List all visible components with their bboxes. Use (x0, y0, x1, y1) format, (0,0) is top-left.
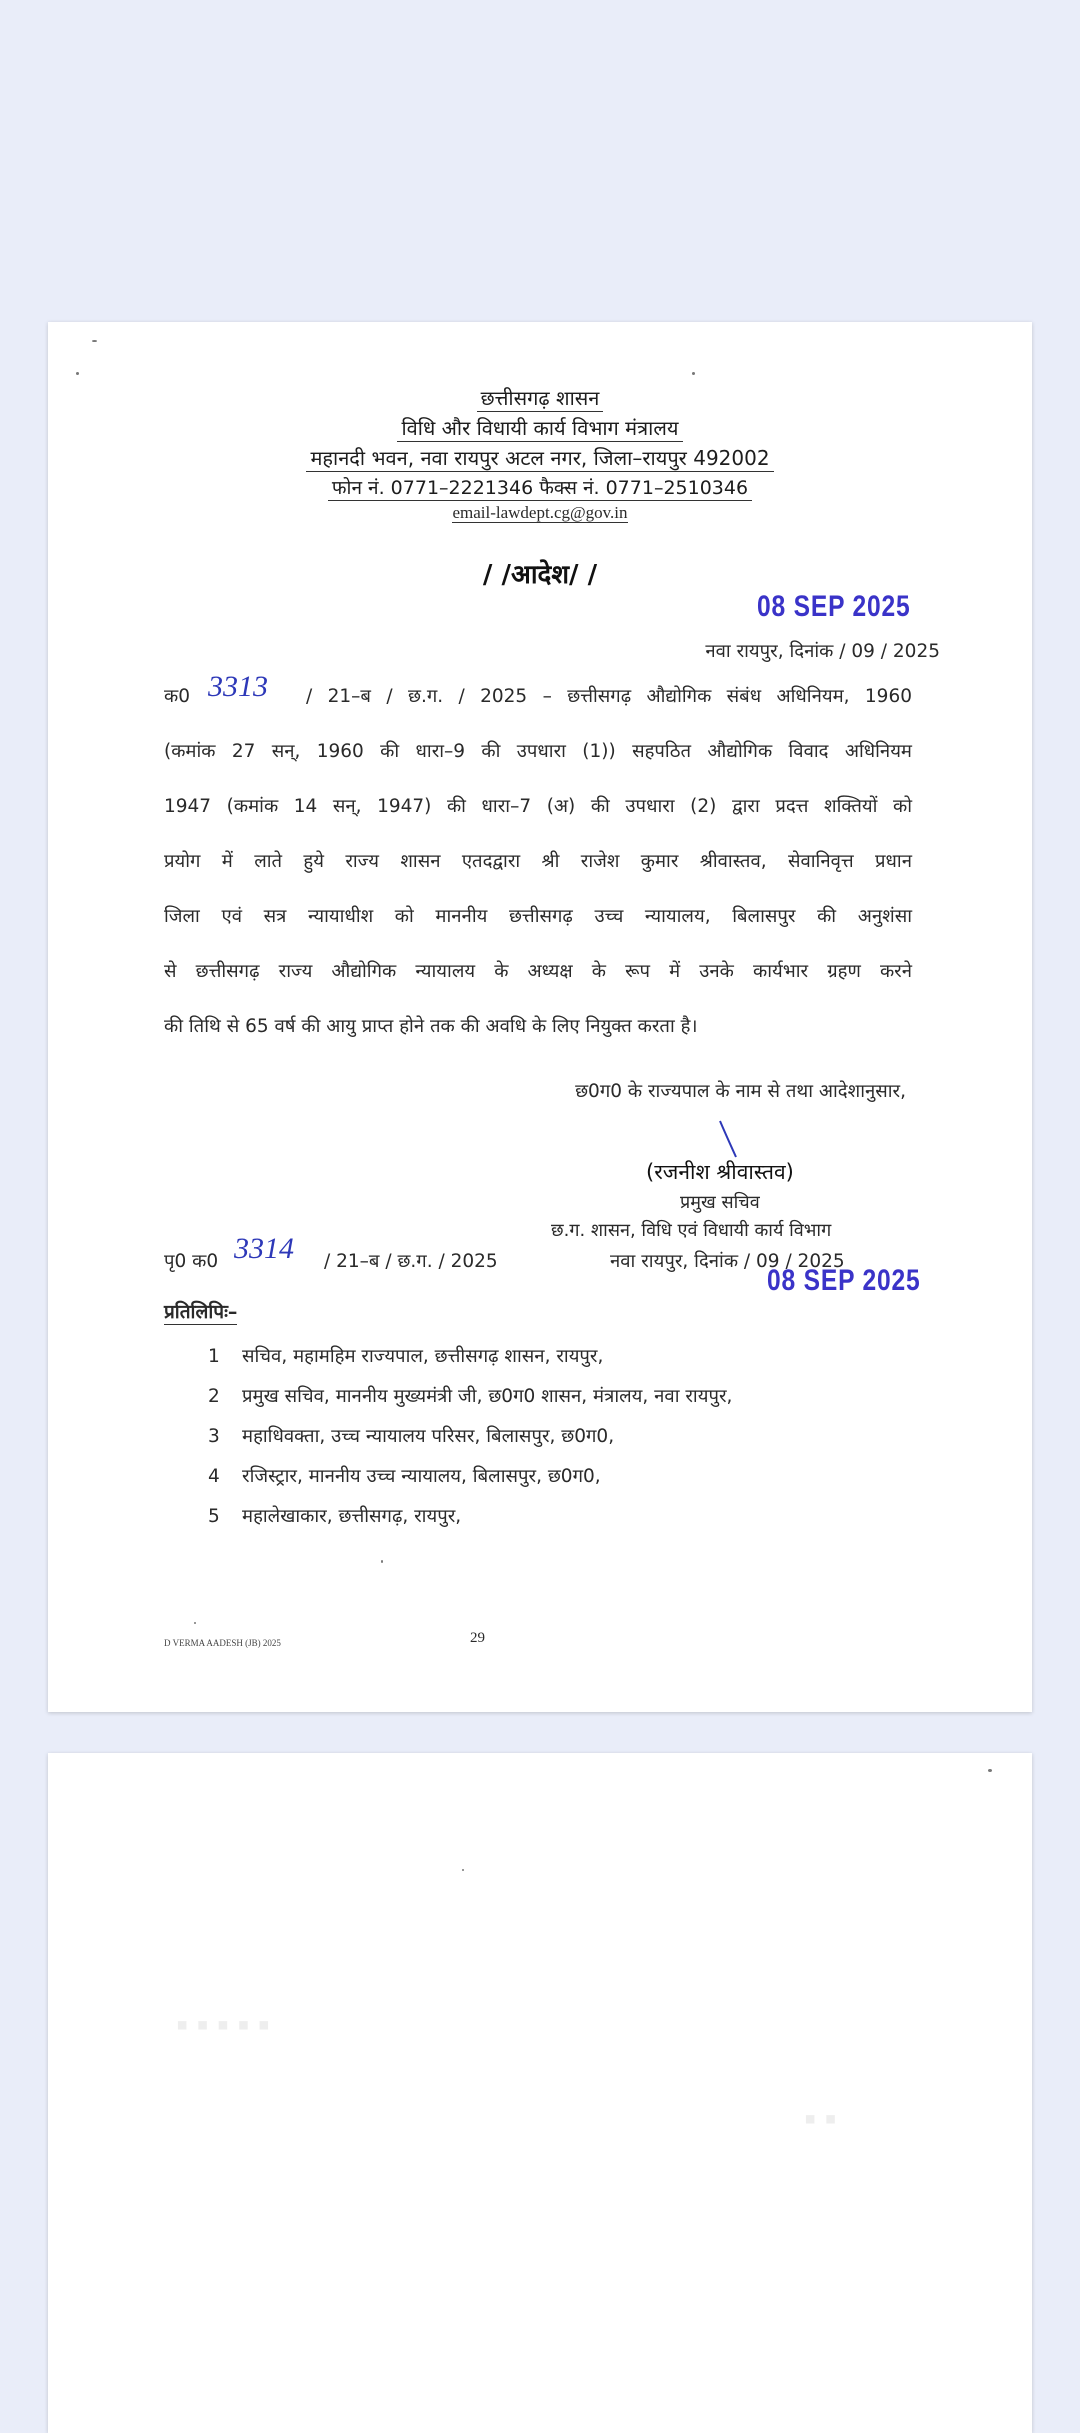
copy-list-item: 2 प्रमुख सचिव, माननीय मुख्यमंत्री जी, छ0ग0 शासन, मंत्रालय, नवा रायपुर, (208, 1386, 733, 1407)
order-body-line: प्रयोग में लाते हुये राज्य शासन एतदद्वारा श्री राजेश कुमार श्रीवास्तव, सेवानिवृत्त प्रधान (164, 851, 912, 872)
page-number: 29 (470, 1630, 485, 1646)
governor-authority-line: छ0ग0 के राज्यपाल के नाम से तथा आदेशानुसार, (575, 1081, 906, 1102)
document-page-2 (48, 1753, 1032, 2433)
order-number-prefix: क0 (164, 686, 190, 707)
order-body-line: से छत्तीसगढ़ राज्य औद्योगिक न्यायालय के अध्यक्ष के रूप में उनके कार्यभार ग्रहण करने (164, 961, 912, 982)
document-page-1 (48, 322, 1032, 1712)
endorsement-date-stamp: 08 SEP 2025 (767, 1264, 921, 1297)
order-body-line: (कमांक 27 सन्, 1960 की धारा–9 की उपधारा (1)) सहपठित औद्योगिक विवाद अधिनियम (164, 741, 912, 762)
signatory-department: छ.ग. शासन, विधि एवं विधायी कार्य विभाग (551, 1220, 832, 1241)
header-line-government: छत्तीसगढ़ शासन (48, 384, 1032, 411)
copy-list-item: 4 रजिस्ट्रार, माननीय उच्च न्यायालय, बिलासपुर, छ0ग0, (208, 1466, 601, 1487)
header-line-phone-fax: फोन नं. 0771–2221346 फैक्स नं. 0771–2510346 (48, 474, 1032, 500)
header-line-address: महानदी भवन, नवा रायपुर अटल नगर, जिला–रायपुर 492002 (48, 444, 1032, 471)
scan-speck (194, 1622, 196, 1624)
signature-mark (716, 1117, 746, 1162)
order-body-line: 1947 (कमांक 14 सन्, 1947) की धारा–7 (अ) की उपधारा (2) द्वारा प्रदत्त शक्तियों को (164, 796, 912, 817)
header-line-department: विधि और विधायी कार्य विभाग मंत्रालय (48, 414, 1032, 441)
endorsement-reference: / 21–ब / छ.ग. / 2025 (324, 1251, 498, 1272)
faint-show-through: ▪▪ (800, 2103, 841, 2141)
order-number-handwritten: 3313 (208, 670, 268, 703)
copy-list-item: 3 महाधिवक्ता, उच्च न्यायालय परिसर, बिलासपुर, छ0ग0, (208, 1426, 615, 1447)
order-line-1: / 21–ब / छ.ग. / 2025 – छत्तीसगढ़ औद्योगिक संबंध अधिनियम, 1960 (306, 686, 912, 707)
endorsement-place-date: नवा रायपुर, दिनांक / 09 / 2025 (610, 1251, 845, 1272)
scan-speck (92, 340, 97, 342)
scan-speck (76, 372, 79, 375)
faint-show-through: ▪▪▪▪▪ (172, 2009, 275, 2047)
signatory-designation: प्रमुख सचिव (680, 1192, 760, 1213)
order-body-line: की तिथि से 65 वर्ष की आयु प्राप्त होने तक की अवधि के लिए नियुक्त करता है। (164, 1016, 698, 1037)
signatory-name: (रजनीश श्रीवास्तव) (646, 1160, 794, 1184)
header-email: email-lawdept.cg@gov.in (452, 503, 628, 522)
copy-list-item: 5 महालेखाकार, छत्तीसगढ़, रायपुर, (208, 1506, 462, 1527)
scan-speck (692, 372, 695, 375)
scan-speck (381, 1560, 383, 1563)
endorsement-number-handwritten: 3314 (234, 1232, 294, 1265)
order-title: / /आदेश/ / (482, 560, 598, 590)
scan-speck (462, 1869, 464, 1871)
order-body-line: जिला एवं सत्र न्यायाधीश को माननीय छत्तीसगढ़ उच्च न्यायालय, बिलासपुर की अनुशंसा (164, 906, 912, 927)
footer-file-code: D VERMA AADESH (JB) 2025 (164, 1638, 281, 1648)
date-stamp: 08 SEP 2025 (757, 590, 911, 623)
scan-speck (988, 1769, 992, 1772)
copy-heading: प्रतिलिपिः– (164, 1298, 237, 1325)
endorsement-prefix: पृ0 क0 (164, 1251, 219, 1272)
place-date-line: नवा रायपुर, दिनांक / 09 / 2025 (705, 641, 940, 662)
copy-list-item: 1 सचिव, महामहिम राज्यपाल, छत्तीसगढ़ शासन, रायपुर, (208, 1346, 604, 1367)
